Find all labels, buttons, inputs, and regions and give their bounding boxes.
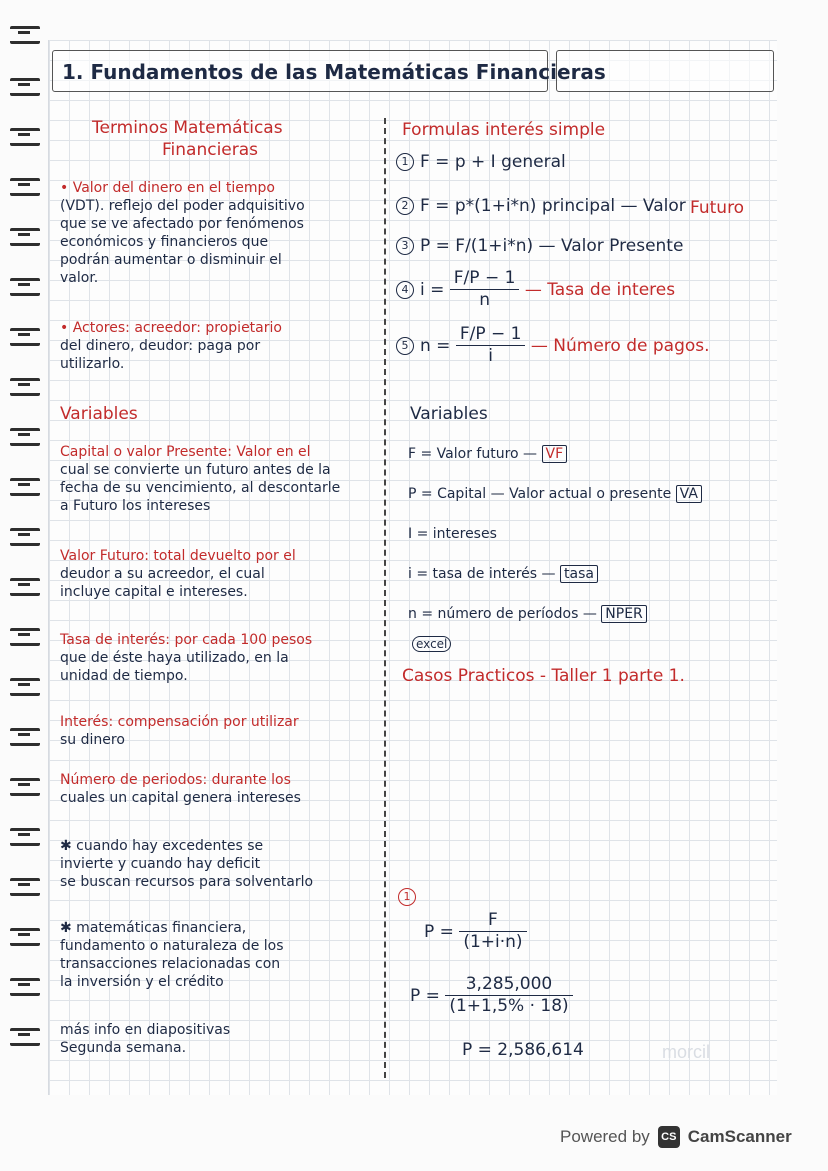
var-va: P = Capital — Valor actual o presente VA	[408, 486, 702, 504]
casos-practicos: Casos Practicos - Taller 1 parte 1.	[402, 666, 685, 686]
ring-icon	[10, 678, 40, 696]
formula-3: 3 P = F/(1+i*n) — Valor Presente	[396, 236, 683, 257]
var-nper: n = número de períodos — NPER	[408, 606, 647, 624]
ring-icon	[10, 578, 40, 596]
nota-line-3: se buscan recursos para solventarlo	[60, 874, 314, 890]
example-formula: P = $\frac{F}{(1+i\cdot n)}$	[424, 910, 527, 954]
ring-icon	[10, 228, 40, 246]
ring-icon	[10, 778, 40, 796]
ring-icon	[10, 878, 40, 896]
futuro-line-3: incluye capital e intereses.	[60, 584, 248, 600]
right-heading: Formulas interés simple	[402, 120, 606, 140]
vdt-line-2: (VDT). reflejo del poder adquisitivo	[60, 198, 305, 214]
ring-icon	[10, 26, 40, 44]
formula-1: 1 F = p + I general	[396, 152, 566, 173]
page-title: 1. Fundamentos de las Matemáticas Financieras	[62, 60, 606, 84]
ring-icon	[10, 978, 40, 996]
ring-icon	[10, 428, 40, 446]
ring-icon	[10, 478, 40, 496]
vdt-line-4: económicos y financieros que	[60, 234, 269, 250]
number-circle: 5	[396, 337, 414, 355]
capital-line-4: a Futuro los intereses	[60, 498, 211, 514]
mf-line-4: la inversión y el crédito	[60, 974, 224, 990]
number-circle: 4	[396, 281, 414, 299]
futuro-line-2: deudor a su acreedor, el cual	[60, 566, 265, 582]
right-variables-heading: Variables	[410, 404, 488, 424]
left-variables-heading: Variables	[60, 404, 138, 424]
number-circle: 1	[396, 153, 414, 171]
mas-line-1: más info en diapositivas	[60, 1022, 231, 1038]
example-substitution: P = $\frac{3,285,000}{(1+1,5\% \cdot 18)}$	[410, 974, 573, 1018]
vdt-line-1: • Valor del dinero en el tiempo	[60, 180, 275, 196]
ring-icon	[10, 278, 40, 296]
ring-icon	[10, 528, 40, 546]
capital-line-1: Capital o valor Presente: Valor en el	[60, 444, 311, 460]
formula-4: 4 i = $\frac{F/P - 1}{n}$ — Tasa de interes	[396, 268, 675, 312]
capital-line-2: cual se convierte un futuro antes de la	[60, 462, 331, 478]
ring-icon	[10, 628, 40, 646]
spiral-binding	[6, 20, 46, 1080]
powered-by-label: Powered by	[560, 1127, 650, 1146]
actores-line-3: utilizarlo.	[60, 356, 125, 372]
ring-icon	[10, 928, 40, 946]
left-heading-line2: Financieras	[162, 140, 259, 160]
vdt-line-3: que se ve afectado por fenómenos	[60, 216, 304, 232]
camscanner-logo-icon: CS	[658, 1126, 680, 1148]
tasa-line-3: unidad de tiempo.	[60, 668, 188, 684]
futuro-line-1: Valor Futuro: total devuelto por el	[60, 548, 296, 564]
var-tasa: i = tasa de interés — tasa	[408, 566, 598, 584]
vdt-line-5: podrán aumentar o disminuir el	[60, 252, 282, 268]
example-marker: 1	[398, 888, 422, 907]
fraction: $\frac{F/P - 1}{i}$	[456, 324, 526, 368]
actores-line-1: • Actores: acreedor: propietario	[60, 320, 282, 336]
number-circle: 3	[396, 237, 414, 255]
camscanner-footer	[560, 1126, 792, 1148]
number-circle: 2	[396, 197, 414, 215]
formula-2-futuro: Futuro	[690, 198, 745, 218]
column-divider	[384, 118, 386, 1078]
left-heading-line1: Terminos Matemáticas	[92, 118, 283, 138]
excel-label: excel	[412, 636, 451, 654]
example-result: P = 2,586,614	[462, 1040, 584, 1060]
interes-line-1: Interés: compensación por utilizar	[60, 714, 299, 730]
capital-line-3: fecha de su vencimiento, al descontarle	[60, 480, 341, 496]
ring-icon	[10, 728, 40, 746]
tasa-line-1: Tasa de interés: por cada 100 pesos	[60, 632, 313, 648]
nota-line-2: invierte y cuando hay deficit	[60, 856, 261, 872]
actores-line-2: del dinero, deudor: paga por	[60, 338, 261, 354]
mf-line-1: ✱ matemáticas financiera,	[60, 920, 247, 936]
periodos-line-1: Número de periodos: durante los	[60, 772, 291, 788]
watermark: morcil	[662, 1042, 710, 1062]
mf-line-3: transacciones relacionadas con	[60, 956, 281, 972]
ring-icon	[10, 178, 40, 196]
ring-icon	[10, 328, 40, 346]
fraction: $\frac{3,285,000}{(1+1,5\% \cdot 18)}$	[445, 974, 572, 1018]
ring-icon	[10, 128, 40, 146]
fraction: $\frac{F}{(1+i\cdot n)}$	[459, 910, 526, 954]
var-vf: F = Valor futuro — VF	[408, 446, 567, 464]
ring-icon	[10, 78, 40, 96]
camscanner-brand: CamScanner	[687, 1127, 792, 1146]
ring-icon	[10, 378, 40, 396]
formula-5: 5 n = $\frac{F/P - 1}{i}$ — Número de pagos.	[396, 324, 710, 368]
mf-line-2: fundamento o naturaleza de los	[60, 938, 284, 954]
periodos-line-2: cuales un capital genera intereses	[60, 790, 301, 806]
interes-line-2: su dinero	[60, 732, 125, 748]
var-intereses: I = intereses	[408, 526, 497, 542]
nota-line-1: ✱ cuando hay excedentes se	[60, 838, 264, 854]
fraction: $\frac{F/P - 1}{n}$	[450, 268, 520, 312]
tasa-line-2: que de éste haya utilizado, en la	[60, 650, 289, 666]
formula-2: 2 F = p*(1+i*n) principal — Valor	[396, 196, 686, 217]
ring-icon	[10, 828, 40, 846]
vdt-line-6: valor.	[60, 270, 99, 286]
mas-line-2: Segunda semana.	[60, 1040, 187, 1056]
ring-icon	[10, 1028, 40, 1046]
